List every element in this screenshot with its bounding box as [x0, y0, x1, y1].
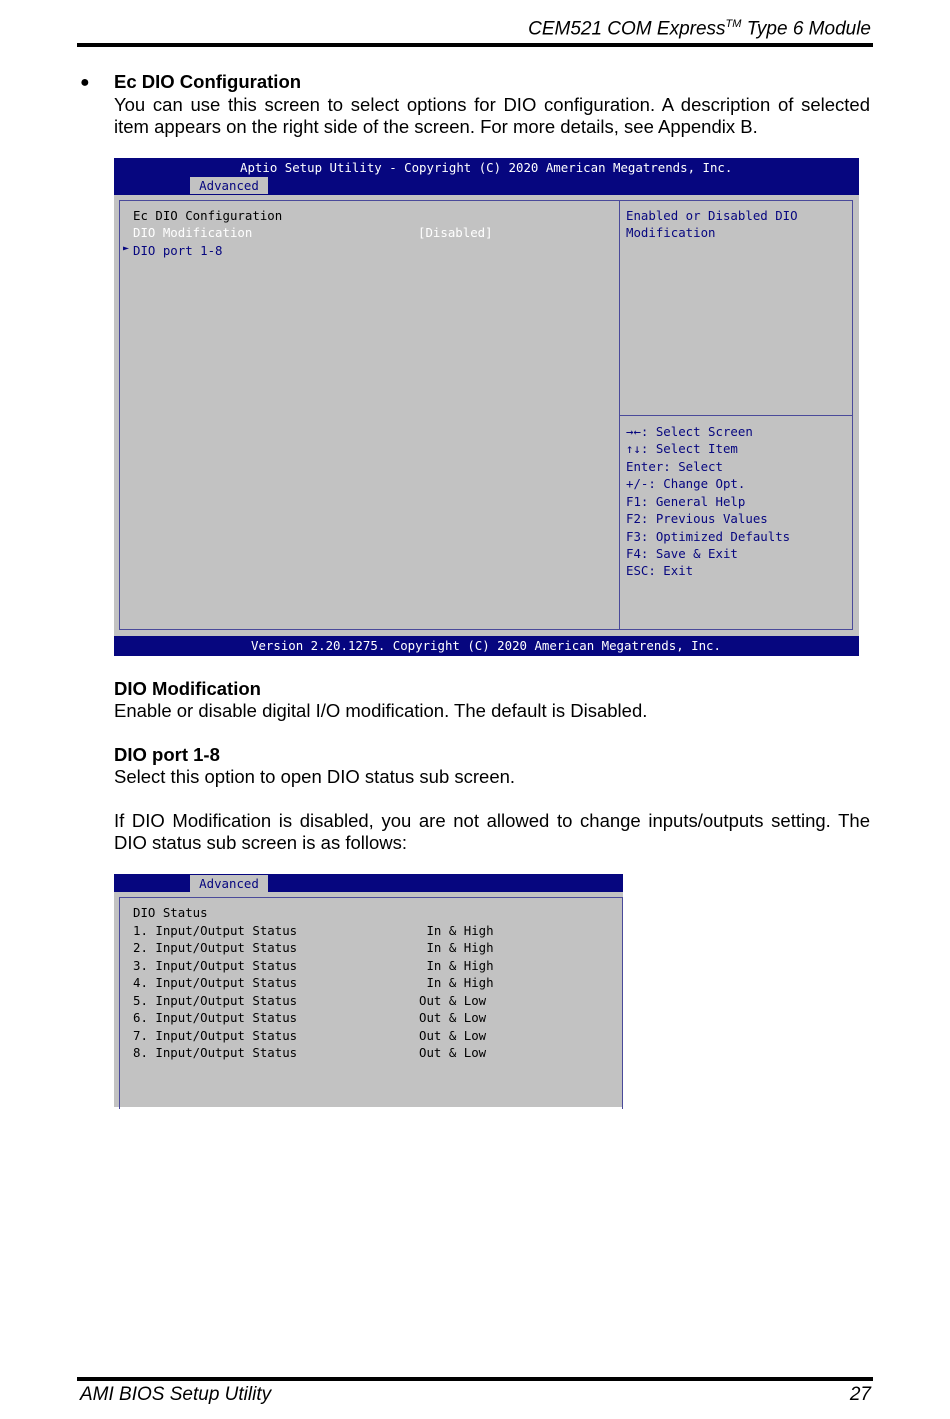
- dio-status-row-7-label: 7. Input/Output Status: [133, 1028, 298, 1043]
- key-optimized-defaults: F3: Optimized Defaults: [626, 529, 791, 544]
- section-intro: You can use this screen to select options for DIO configuration. A description of selected item appears on the right side of the screen. For more details, see Appendix B.: [114, 94, 870, 137]
- bios-screen-dio-status: [114, 874, 623, 1107]
- dio-status-row-6-value: Out & Low: [419, 1010, 487, 1025]
- bullet-icon: ●: [80, 74, 90, 91]
- dio-status-row-5-label: 5. Input/Output Status: [133, 993, 298, 1008]
- key-select-screen: →←: Select Screen: [626, 424, 753, 439]
- help-text-line2: Modification: [626, 225, 716, 240]
- dio-status-heading: DIO Status: [133, 905, 208, 920]
- tab-advanced[interactable]: Advanced: [190, 177, 268, 194]
- dio-status-row-8-label: 8. Input/Output Status: [133, 1045, 298, 1060]
- tab-advanced-2[interactable]: Advanced: [190, 875, 268, 892]
- dio-status-row-1-value: In & High: [419, 923, 494, 938]
- dio-modification-item[interactable]: DIO Modification: [133, 225, 253, 240]
- dio-status-row-3-value: In & High: [419, 958, 494, 973]
- dio-status-row-4-label: 4. Input/Output Status: [133, 975, 298, 990]
- bios-screen-main: [114, 158, 859, 656]
- section-heading: Ec DIO Configuration: [114, 71, 302, 92]
- dio-modification-heading: DIO Modification: [114, 678, 261, 699]
- dio-modification-text: Enable or disable digital I/O modification. The default is Disabled.: [114, 700, 648, 721]
- dio-modification-value[interactable]: [Disabled]: [418, 225, 493, 240]
- key-previous-values: F2: Previous Values: [626, 511, 768, 526]
- dio-status-row-4-value: In & High: [419, 975, 494, 990]
- dio-port-item[interactable]: DIO port 1-8: [133, 243, 223, 258]
- dio-port-text: Select this option to open DIO status sub screen.: [114, 766, 516, 787]
- bios-screen-heading: Ec DIO Configuration: [133, 208, 283, 223]
- help-divider: [620, 415, 853, 416]
- dio-status-row-5-value: Out & Low: [419, 993, 487, 1008]
- dio-status-row-2-value: In & High: [419, 940, 494, 955]
- footer-title: AMI BIOS Setup Utility: [80, 1384, 272, 1405]
- dio-status-row-1-label: 1. Input/Output Status: [133, 923, 298, 938]
- dio-status-row-7-value: Out & Low: [419, 1028, 487, 1043]
- dio-note-text: If DIO Modification is disabled, you are not allowed to change inputs/outputs setting. The DIO status sub screen is as follows:: [114, 810, 870, 853]
- key-esc-exit: ESC: Exit: [626, 563, 694, 578]
- page-header-title: CEM521 COM Express™ Type 6 Module: [528, 18, 871, 40]
- help-text-line1: Enabled or Disabled DIO: [626, 208, 798, 223]
- dio-port-heading: DIO port 1-8: [114, 744, 220, 765]
- key-enter-select: Enter: Select: [626, 459, 723, 474]
- submenu-arrow-icon: ►: [123, 243, 130, 254]
- dio-status-row-6-label: 6. Input/Output Status: [133, 1010, 298, 1025]
- dio-status-row-3-label: 3. Input/Output Status: [133, 958, 298, 973]
- dio-status-row-8-value: Out & Low: [419, 1045, 487, 1060]
- key-save-exit: F4: Save & Exit: [626, 546, 738, 561]
- footer-rule: [77, 1377, 873, 1381]
- key-select-item: ↑↓: Select Item: [626, 441, 738, 456]
- bios-version: Version 2.20.1275. Copyright (C) 2020 American Megatrends, Inc.: [251, 638, 721, 653]
- page-number: 27: [849, 1384, 871, 1405]
- bios-title: Aptio Setup Utility - Copyright (C) 2020 American Megatrends, Inc.: [240, 160, 733, 175]
- header-rule: [77, 43, 873, 47]
- dio-status-row-2-label: 2. Input/Output Status: [133, 940, 298, 955]
- key-general-help: F1: General Help: [626, 494, 746, 509]
- key-change-opt: +/-: Change Opt.: [626, 476, 746, 491]
